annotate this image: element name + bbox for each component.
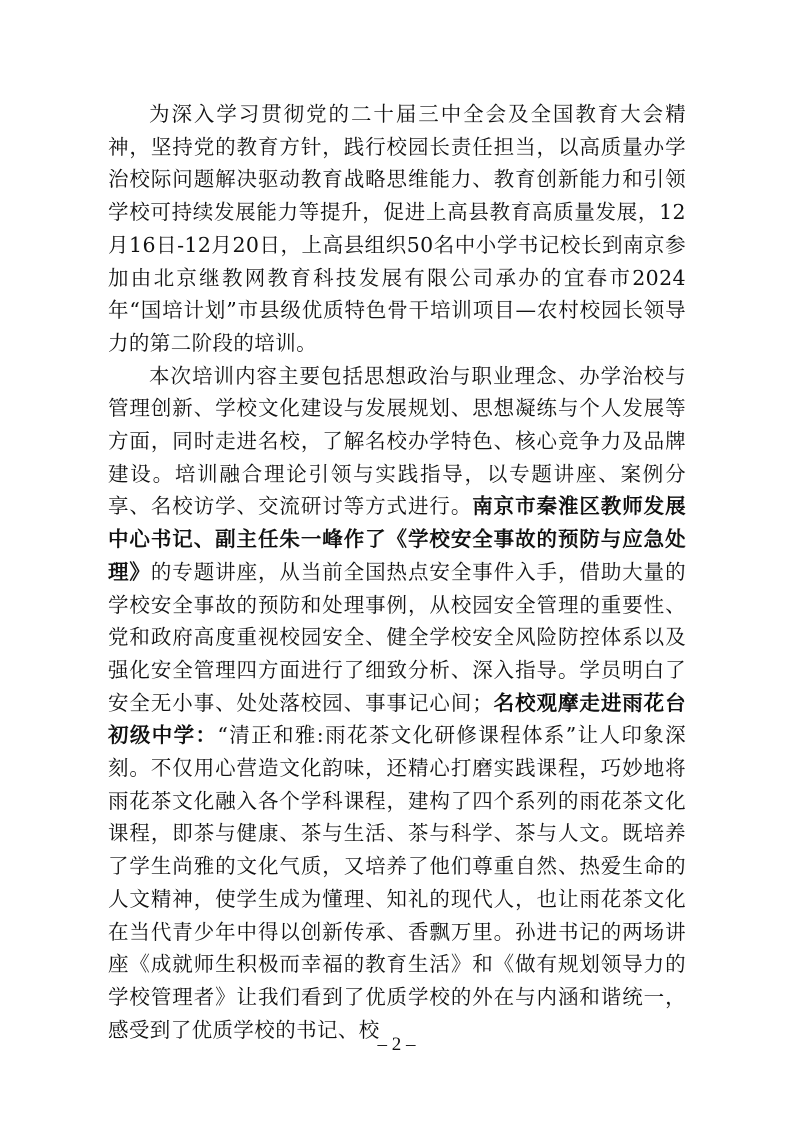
text-segment: 的专题讲座，从当前全国热点安全事件入手，借助大量的学校安全事故的预防和处理事例，从校园安全管理的重要性、党和政府高度重视校园安全、健全学校安全风险防控体系以及强化安全管理四方面进行了细致分析、深入指导。学员明白了安全无小事、处处落校园、事事记心间； <box>108 559 686 715</box>
body-text <box>108 98 686 1046</box>
text-segment: 本次培训内容主要包括思想政治与职业理念、办学治校与管理创新、学校文化建设与发展规划、思想凝练与个人发展等方面，同时走进名校，了解名校办学特色、核心竞争力及品牌建设。培训融合理论引领与实践指导，以专题讲座、案例分享、名校访学、交流研讨等方式进行。 <box>108 363 686 519</box>
text-segment: 为深入学习贯彻党的二十届三中全会及全国教育大会精神，坚持党的教育方针，践行校园长责任担当，以高质量办学治校际问题解决驱动教育战略思维能力、教育创新能力和引领学校可持续发展能力等提升，促进上高县教育高质量发展，12月16日-12月20日，上高县组织50名中小学书记校长到南京参加由北京继教网教育科技发展有限公司承办的宜春市2024年“国培计划”市县级优质特色骨干培训项目—农村校园长领导力的第二阶段的培训。 <box>108 102 686 355</box>
page-number: – 2 – <box>377 1034 416 1055</box>
paragraph-2 <box>108 360 686 1047</box>
bold-lecture-title: 南京市秦淮区教师发展中心书记、副主任朱一峰作了《学校安全事故的预防与应急处理》 <box>108 494 686 584</box>
bold-school-visit: 名校观摩走进雨花台初级中学： <box>108 690 686 748</box>
paragraph-1 <box>108 98 686 360</box>
text-segment: “清正和雅:雨花茶文化研修课程体系”让人印象深刻。不仅用心营造文化韵味，还精心打磨实践课程，巧妙地将雨花茶文化融入各个学科课程，建构了四个系列的雨花茶文化课程，即茶与健康、茶与生活、茶与科学、茶与人文。既培养了学生尚雅的文化气质，又培养了他们尊重自然、热爱生命的人文精神，使学生成为懂理、知礼的现代人，也让雨花茶文化在当代青少年中得以创新传承、香飘万里。孙进书记的两场讲座《成就师生积极而幸福的教育生活》和《做有规划领导力的学校管理者》让我们看到了优质学校的外在与内涵和谐统一，感受到了优质学校的书记、校 <box>108 723 687 1042</box>
